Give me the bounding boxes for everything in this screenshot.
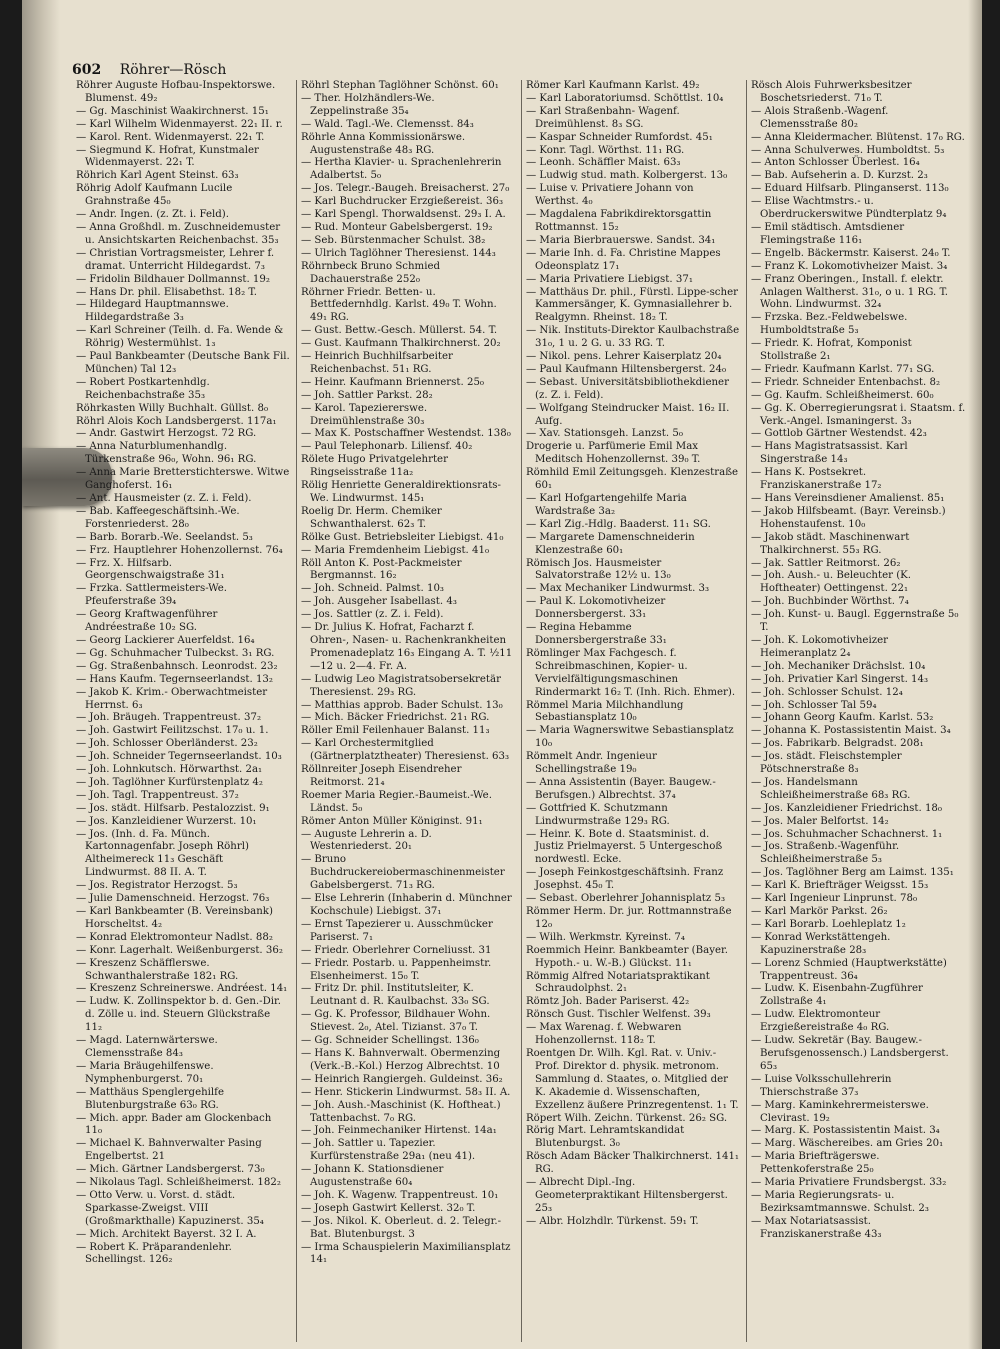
directory-entry: — Karl Wilhelm Widenmayerst. 22₁ II. r.: [76, 118, 283, 130]
directory-entry: — Maria Regierungsrats- u. Bezirksamtmannswe. Schulst. 2₃: [751, 1189, 929, 1214]
directory-entry: — Jos. Handelsmann Schleißheimerstraße 68₃ RG.: [751, 776, 911, 801]
directory-entry: Roelig Dr. Herm. Chemiker Schwanthalerst. 62₃ T.: [301, 505, 442, 530]
directory-entry: — Anna Marie Bretterstichterswe. Witwe Ganghoferst. 16₁: [76, 467, 290, 492]
directory-entry: — Ludw. K. Eisenbahn-Zugführer Zollstraße 4₁: [751, 983, 923, 1008]
directory-entry: — Hans Magistratsassist. Karl Singerstraße 14₃: [751, 441, 908, 466]
directory-entry: — Christian Vortragsmeister, Lehrer f. dramat. Unterricht Hildegardst. 7₃: [76, 247, 275, 272]
directory-entry: — Else Lehrerin (Inhaberin d. Münchner Kochschule) Liebigst. 37₁: [301, 893, 512, 917]
directory-entry: — Joh. Gastwirt Feilitzschst. 17₀ u. 1.: [76, 725, 269, 737]
directory-entry: — Karl Orchestermitglied (Gärtnerplatztheater) Theresienst. 63₃: [301, 738, 510, 763]
directory-entry: — Anna Großhdl. m. Zuschneidemuster u. Ansichtskarten Reichenbachst. 35₃: [76, 221, 281, 246]
directory-entry: — Karl Buchdrucker Erzgießereist. 36₃: [301, 196, 504, 208]
directory-entry: — Matthäus Spenglergehilfe Blutenburgstraße 63₀ RG.: [76, 1086, 224, 1111]
directory-entry: Römlinger Max Fachgesch. f. Schreibmaschinen, Kopier- u. Vervielfältigungsmaschinen Rindermarkt 16₂ T. (Inh. Rich. Ehmer).: [526, 647, 736, 698]
directory-entry: — Friedr. Schneider Entenbachst. 8₂: [751, 376, 941, 388]
directory-entry: — Bab. Aufseherin a. D. Kurzst. 2₃: [751, 170, 928, 182]
directory-entry: — Karl Spengl. Thorwaldsenst. 29₃ I. A.: [301, 209, 506, 221]
directory-entry: — Karl Straßenbahn- Wagenf. Dreimühlenst. 8₃ SG.: [526, 105, 680, 130]
directory-entry: — Konr. Lagerhalt. Weißenburgerst. 36₂: [76, 944, 283, 956]
directory-entry: — Joh. Lohnkutsch. Hörwarthst. 2a₁: [76, 764, 263, 776]
directory-entry: — Andr. Ingen. (z. Zt. i. Feld).: [76, 209, 229, 221]
directory-entry: Röhrich Karl Agent Steinst. 63₃: [76, 170, 239, 182]
directory-entry: — Joh. Buchbinder Wörthst. 7₄: [751, 596, 909, 608]
directory-entry: — Otto Verw. u. Vorst. d. städt. Sparkasse-Zweigst. VIII (Großmarkthalle) Kapuzinerst. 35₄: [76, 1189, 264, 1227]
directory-entry: — Bruno Buchdruckereiobermaschinenmeister Gabelsbergerst. 71₃ RG.: [301, 854, 505, 892]
directory-entry: — Paul Bankbeamter (Deutsche Bank Fil. München) Tal 12₃: [76, 351, 290, 375]
directory-entry: — Karl Zig.-Hdlg. Baaderst. 11₁ SG.: [526, 518, 711, 530]
directory-entry: — Joh. Privatier Karl Singerst. 14₃: [751, 673, 929, 685]
directory-entry: — Nik. Instituts-Direktor Kaulbachstraße 31₀, 1 u. 2 G. u. 33 RG. T.: [526, 325, 740, 350]
directory-entry: — Michael K. Bahnverwalter Pasing Engelbertst. 21: [76, 1138, 262, 1163]
directory-entry: Rörig Mart. Lehramtskandidat Blutenburgst. 3₀: [526, 1125, 685, 1150]
directory-entry: — Wald. Tagl.-We. Clemensst. 84₃: [301, 118, 474, 130]
directory-entry: — Karol. Rent. Widenmayerst. 22₁ T.: [76, 131, 265, 143]
directory-entry: — Gg. Maschinist Waakirchnerst. 15₁: [76, 105, 269, 117]
directory-entry: — Lorenz Schmied (Hauptwerkstätte) Trappentreust. 36₄: [751, 957, 947, 982]
directory-entry: — Auguste Lehrerin a. D. Westenriederst. 20₁: [301, 828, 432, 853]
directory-entry: — Joh. Schneider Tegernseerlandst. 10₃: [76, 751, 282, 763]
directory-entry: — Frz. Hauptlehrer Hohenzollernst. 76₄: [76, 544, 283, 556]
directory-entry: — Hans Vereinsdiener Amalienst. 85₁: [751, 493, 945, 504]
directory-entry: — Joseph Gastwirt Kellerst. 32₀ T.: [301, 1202, 476, 1214]
directory-entry: — Joh. Schlosser Oberländerst. 23₂: [76, 738, 258, 750]
directory-entry: — Joh. Aush.-Maschinist (K. Hoftheat.) Tattenbachst. 7₀ RG.: [301, 1099, 501, 1124]
directory-entry: — Alois Straßenb.-Wagenf. Clemensstraße 80₂: [751, 105, 889, 130]
directory-entry: — Ludw. Elektromonteur Erzgießereistraße 4₀ RG.: [751, 1009, 890, 1034]
directory-entry: — Joh. Sattler u. Tapezier. Kurfürstenstraße 29a₁ (neu 41).: [301, 1138, 476, 1163]
directory-entry: — Joh. K. Lokomotivheizer Heimeranplatz 2₄: [751, 634, 888, 659]
directory-entry: — Hans K. Bahnverwalt. Obermenzing (Verk.-B.-Kol.) Herzog Albrechtst. 10: [301, 1047, 501, 1072]
directory-entry: — Leonh. Schäffler Maist. 63₃: [526, 157, 681, 169]
directory-entry: — Max Notariatsassist. Franziskanerstraße 43₃: [751, 1215, 882, 1240]
directory-entry: — Maria Bierbrauerswe. Sandst. 34₁: [526, 234, 716, 246]
directory-entry: — Heinr. Kaufmann Briennerst. 25₀: [301, 376, 485, 388]
directory-entry: — Jos. Registrator Herzogst. 5₃: [76, 880, 238, 892]
directory-entry: — Hans Kaufm. Tegernseerlandst. 13₂: [76, 673, 273, 685]
directory-columns: [72, 80, 972, 1342]
directory-entry: — Maria Bräugehilfenswe. Nymphenburgerst. 70₁: [76, 1060, 214, 1085]
directory-entry: — Friedr. Postarb. u. Pappenheimstr. Elsenheimerst. 15₀ T.: [301, 957, 492, 982]
directory-entry: — Nikolaus Tagl. Schleißheimerst. 182₂: [76, 1177, 281, 1189]
directory-entry: Römmig Alfred Notariatspraktikant Schraudolphst. 2₁: [526, 970, 710, 995]
directory-entry: — Jos. Kanzleidiener Friedrichst. 18₀: [751, 802, 943, 814]
directory-entry: — Jos. (Inh. d. Fa. Münch. Kartonnagenfabr. Joseph Röhrl) Altheimereck 11₃ Geschäft Lindwurmst. 88 II. A. T.: [76, 828, 249, 879]
directory-entry: — Mich. Bäcker Friedrichst. 21₁ RG.: [301, 712, 490, 724]
directory-entry: Römisch Jos. Hausmeister Salvatorstraße 12½ u. 13₀: [526, 557, 671, 582]
directory-entry: Roentgen Dr. Wilh. Kgl. Rat. v. Univ.-Prof. Direktor d. physik. metronom. Sammlung d. Staates, o. Mitglied der K. Akademie d. Wissenschaften, Exzellenz äußere Prinzregentenst. 1₁ T.: [526, 1047, 739, 1111]
directory-entry: — Anna Schulverwes. Humboldtst. 5₃: [751, 144, 945, 156]
directory-entry: — Konrad Werkstättengeh. Kapuzinerstraße 28₃: [751, 931, 891, 956]
directory-entry: — Paul Kaufmann Hiltensbergerst. 24₀: [526, 363, 727, 375]
page-header: [72, 62, 226, 80]
directory-entry: Rösch Alois Fuhrwerksbesitzer Boschetsriederst. 71₀ T.: [751, 80, 912, 104]
directory-entry: — Friedr. Kaufmann Karlst. 77₁ SG.: [751, 363, 935, 375]
directory-entry: — Mich. appr. Bader am Glockenbach 11₀: [76, 1112, 272, 1137]
directory-entry: — Karl K. Briefträger Weigsst. 15₃: [751, 880, 929, 892]
directory-entry: — Joh. Schlosser Schulst. 12₄: [751, 686, 903, 698]
directory-entry: — Friedr. K. Hofrat, Komponist Stollstraße 2₁: [751, 338, 912, 363]
directory-entry: — Marg. Wäschereibes. am Gries 20₁: [751, 1138, 944, 1150]
directory-entry: Röhrkasten Willy Buchhalt. Güllst. 8₀: [76, 402, 269, 414]
directory-entry: — Jos. Sattler (z. Z. i. Feld).: [301, 609, 444, 621]
directory-entry: — Kreszenz Schreinerswe. Andréest. 14₁: [76, 983, 288, 995]
directory-entry: — Johann Georg Kaufm. Karlst. 53₂: [751, 712, 934, 724]
directory-entry: — Marg. Kaminkehrermeisterswe. Clevirast. 19₂: [751, 1099, 929, 1124]
directory-entry: — Magd. Laternwärterswe. Clemensstraße 84₃: [76, 1035, 218, 1059]
directory-entry: — Henr. Stickerin Lindwurmst. 58₃ II. A.: [301, 1086, 511, 1098]
directory-entry: Röhrl Stephan Taglöhner Schönst. 60₁: [301, 80, 499, 91]
directory-entry: — Ludw. Sekretär (Bay. Baugew.-Berufsgenossensch.) Landsbergerst. 65₃: [751, 1035, 949, 1072]
directory-entry: — Bab. Kaffeegeschäftsinh.-We. Forstenriederst. 28₀: [76, 505, 240, 530]
directory-entry: — Luise Volksschullehrerin Thierschstraße 37₃: [751, 1073, 892, 1098]
directory-entry: — Sebast. Universitätsbibliothekdiener (z. Z. i. Feld).: [526, 376, 729, 401]
directory-entry: — Elise Wachtmstrs.- u. Oberdruckerswitwe Pündterplatz 9₄: [751, 196, 947, 221]
directory-entry: — Frz. X. Hilfsarb. Georgenschwaigstraße 31₁: [76, 557, 225, 582]
directory-entry: — Hans K. Postsekret. Franziskanerstraße 17₂: [751, 467, 882, 492]
directory-entry: — Robert Postkartenhdlg. Reichenbachstraße 35₃: [76, 376, 210, 401]
directory-entry: Römer Anton Müller Königinst. 91₁: [301, 815, 483, 827]
directory-entry: — Joh. Schneid. Palmst. 10₃: [301, 583, 445, 595]
directory-entry: — Frzka. Sattlermeisters-We. Pfeuferstraße 39₄: [76, 583, 228, 608]
directory-entry: — Joh. Ausgeher Isabellast. 4₃: [301, 596, 457, 608]
directory-entry: — Albr. Holzhdlr. Türkenst. 59₁ T.: [526, 1215, 699, 1227]
directory-entry: — Karol. Tapeziererswe. Dreimühlenstraße 30₃: [301, 402, 428, 427]
directory-entry: Römmer Herm. Dr. jur. Rottmannstraße 12₀: [526, 906, 732, 930]
directory-entry: — Marie Inh. d. Fa. Christine Mappes Odeonsplatz 17₁: [526, 247, 721, 272]
directory-entry: — Jakob städt. Maschinenwart Thalkirchnerst. 55₃ RG.: [751, 531, 910, 556]
directory-entry: — Sebast. Oberlehrer Johannisplatz 5₃: [526, 893, 726, 905]
directory-entry: Röllnreiter Joseph Eisendreher Reitmorst. 21₄: [301, 764, 462, 788]
directory-entry: — Hertha Klavier- u. Sprachenlehrerin Adalbertst. 5₀: [301, 157, 502, 182]
directory-entry: — Joh. Tagl. Trappentreust. 37₂: [76, 789, 239, 801]
directory-entry: — Robert K. Präparandenlehr. Schellingst. 126₂: [76, 1241, 232, 1266]
directory-entry: — Gg. K. Oberregierungsrat i. Staatsm. f. Verk.-Angel. Ismaningerst. 3₃: [751, 402, 966, 427]
directory-entry: — Jos. Maler Belfortst. 14₂: [751, 815, 889, 827]
directory-entry: — Johanna K. Postassistentin Maist. 3₄: [751, 725, 951, 737]
directory-entry: — Dr. Julius K. Hofrat, Facharzt f. Ohren-, Nasen- u. Rachenkrankheiten Promenadeplatz 16₃ Eingang A. T. ½11—12 u. 2—4. Fr. A.: [301, 622, 513, 672]
directory-entry: — Andr. Gastwirt Herzogst. 72 RG.: [76, 428, 257, 440]
directory-entry: — Jakob K. Krim.- Oberwachtmeister Herrnst. 6₃: [76, 686, 268, 711]
column-3: [522, 80, 747, 1342]
directory-entry: — Paul K. Lokomotivheizer Donnersbergerst. 33₁: [526, 596, 666, 621]
directory-entry: — Magdalena Fabrikdirektorsgattin Rottmannst. 15₂: [526, 209, 712, 233]
directory-entry: — Frzska. Bez.-Feldwebelswe. Humboldtstraße 5₃: [751, 312, 908, 337]
directory-entry: Röll Anton K. Post-Packmeister Bergmannst. 16₂: [301, 557, 462, 582]
directory-entry: — Gust. Bettw.-Gesch. Müllerst. 54. T.: [301, 325, 498, 337]
column-1: [72, 80, 297, 1342]
directory-entry: — Joseph Feinkostgeschäftsinh. Franz Josephst. 45₀ T.: [526, 867, 724, 892]
directory-entry: — Ulrich Taglöhner Theresienst. 144₃: [301, 247, 496, 259]
directory-entry: — Irma Schauspielerin Maximiliansplatz 14₁: [301, 1241, 511, 1266]
directory-entry: — Konrad Elektromonteur Nadlst. 88₂: [76, 931, 273, 943]
directory-entry: — Karl Schreiner (Teilh. d. Fa. Wende & Röhrig) Westermühlst. 1₃: [76, 325, 284, 350]
directory-entry: — Karl Laboratoriumsd. Schöttlst. 10₄: [526, 92, 724, 104]
directory-entry: — Gust. Kaufmann Thalkirchnerst. 20₂: [301, 338, 501, 350]
directory-entry: — Max K. Postschaffner Westendst. 138₀: [301, 428, 511, 440]
directory-entry: — Gg. Straßenbahnsch. Leonrodst. 23₂: [76, 660, 278, 672]
directory-entry: — Joh. K. Wagenw. Trappentreust. 10₁: [301, 1189, 499, 1201]
directory-entry: — Joh. Aush.- u. Beleuchter (K. Hoftheater) Oettingenst. 22₁: [751, 570, 912, 595]
directory-entry: — Eduard Hilfsarb. Plinganserst. 113₀: [751, 183, 949, 195]
directory-entry: — Maria Wagnerswitwe Sebastiansplatz 10₀: [526, 725, 734, 750]
directory-entry: — Maria Fremdenheim Liebigst. 41₀: [301, 544, 490, 556]
directory-entry: — Jak. Sattler Reitmorst. 26₂: [751, 557, 901, 569]
directory-entry: Rölete Hugo Privatgelehrter Ringseisstraße 11a₂: [301, 454, 448, 479]
directory-entry: Röhrer Auguste Hofbau-Inspektorswe. Blumenst. 49₂: [76, 80, 276, 104]
directory-entry: Rölke Gust. Betriebsleiter Liebigst. 41₀: [301, 531, 504, 543]
directory-entry: — Fritz Dr. phil. Institutsleiter, K. Leutnant d. R. Kaulbachst. 33₀ SG.: [301, 983, 490, 1008]
directory-entry: — Max Warenag. f. Webwaren Hohenzollernst. 118₂ T.: [526, 1022, 682, 1047]
directory-entry: — Wolfgang Steindrucker Maist. 16₂ II. Aufg.: [526, 402, 730, 427]
directory-entry: — Franz K. Lokomotivheizer Maist. 3₄: [751, 260, 948, 272]
directory-entry: — Anna Naturblumenhandlg. Türkenstraße 96₀, Wohn. 96₁ RG.: [76, 441, 257, 466]
directory-entry: — Jos. Kanzleidiener Wurzerst. 10₁: [76, 815, 257, 827]
directory-entry: — Anton Schlosser Überlest. 16₄: [751, 157, 920, 169]
directory-entry: — Nikol. pens. Lehrer Kaiserplatz 20₄: [526, 351, 722, 363]
directory-entry: — Anna Kleidermacher. Blütenst. 17₀ RG.: [751, 131, 965, 143]
directory-entry: — Gottfried K. Schutzmann Lindwurmstraße 129₃ RG.: [526, 802, 670, 827]
directory-entry: — Ludwig stud. math. Kolbergerst. 13₀: [526, 170, 728, 182]
directory-entry: Roemmich Heinr. Bankbeamter (Bayer. Hypoth.- u. W.-B.) Glückst. 11₁: [526, 944, 728, 969]
directory-entry: — Wilh. Werkmstr. Kyreinst. 7₄: [526, 931, 685, 943]
directory-entry: Römtz Joh. Bader Pariserst. 42₂: [526, 996, 690, 1008]
directory-entry: — Max Mechaniker Lindwurmst. 3₃: [526, 583, 710, 595]
directory-entry: — Maria Briefträgerswe. Pettenkoferstraße 25₀: [751, 1151, 880, 1176]
directory-entry: — Gg. Schneider Schellingst. 136₀: [301, 1035, 479, 1047]
directory-entry: — Ernst Tapezierer u. Ausschmücker Pariserst. 7₁: [301, 918, 493, 943]
directory-entry: Römmelt Andr. Ingenieur Schellingstraße 19₀: [526, 751, 657, 776]
directory-entry: — Johann K. Stationsdiener Augustenstraße 60₄: [301, 1164, 444, 1189]
directory-entry: — Hans Dr. phil. Elisabethst. 18₂ T.: [76, 286, 257, 298]
directory-entry: Rönsch Gust. Tischler Welfenst. 39₃: [526, 1009, 711, 1021]
directory-entry: — Konr. Tagl. Wörthst. 11₁ RG.: [526, 144, 685, 156]
running-head: Röhrer—Rösch: [119, 62, 227, 78]
directory-entry: Römhild Emil Zeitungsgeh. Klenzestraße 60₁: [526, 467, 739, 492]
directory-entry: — Jos. städt. Fleischstempler Pötschnerstraße 8₃: [751, 751, 902, 776]
directory-entry: — Joh. Sattler Parkst. 28₂: [301, 389, 433, 401]
directory-entry: — Ther. Holzhändlers-We. Zeppelinstraße 35₄: [301, 92, 435, 117]
directory-entry: — Karl Markör Parkst. 26₂: [751, 906, 888, 917]
directory-entry: — Maria Privatiere Liebigst. 37₁: [526, 273, 693, 285]
directory-entry: — Heinr. K. Bote d. Staatsminist. d. Justiz Prielmayerst. 5 Untergeschoß nordwestl. Ecke.: [526, 828, 723, 866]
directory-entry: — Regina Hebamme Donnersbergerstraße 33₁: [526, 622, 667, 646]
directory-entry: — Fridolin Bildhauer Dollmannst. 19₂: [76, 273, 270, 285]
directory-entry: — Matthias approb. Bader Schulst. 13₀: [301, 699, 503, 711]
directory-entry: — Kaspar Schneider Rumfordst. 45₁: [526, 131, 713, 143]
directory-entry: — Gg. Schuhmacher Tulbeckst. 3₁ RG.: [76, 647, 275, 659]
directory-page: [22, 0, 982, 1349]
directory-entry: — Jos. Fabrikarb. Belgradst. 208₁: [751, 738, 924, 750]
directory-entry: — Jos. Telegr.-Baugeh. Breisacherst. 27₀: [301, 183, 510, 195]
directory-entry: Rölig Henriette Generaldirektionsrats-We. Lindwurmst. 145₁: [301, 480, 501, 504]
directory-entry: — Mich. Architekt Bayerst. 32 I. A.: [76, 1228, 257, 1240]
directory-entry: — Anna Assistentin (Bayer. Baugew.-Berufsgen.) Albrechtst. 37₄: [526, 776, 716, 801]
directory-entry: — Ludwig Leo Magistratsobersekretär Theresienst. 29₃ RG.: [301, 673, 501, 698]
directory-entry: — Albrecht Dipl.-Ing. Geometerpraktikant Hiltensbergerst. 25₃: [526, 1177, 728, 1214]
directory-entry: — Hildegard Hauptmannswe. Hildegardstraße 3₃: [76, 299, 229, 324]
directory-entry: Römer Karl Kaufmann Karlst. 49₂: [526, 80, 700, 91]
directory-entry: — Georg Lackierer Auerfeldst. 16₄: [76, 634, 255, 646]
directory-entry: — Jos. Taglöhner Berg am Laimst. 135₁: [751, 867, 954, 879]
directory-entry: — Ludw. K. Zollinspektor b. d. Gen.-Dir. d. Zölle u. ind. Steuern Glückstraße 11₂: [76, 996, 282, 1034]
directory-entry: — Heinrich Buchhilfsarbeiter Reichenbachst. 51₁ RG.: [301, 351, 453, 375]
directory-entry: — Marg. K. Postassistentin Maist. 3₄: [751, 1125, 940, 1137]
directory-entry: — Friedr. Oberlehrer Corneliusst. 31: [301, 944, 492, 956]
column-2: [297, 80, 522, 1342]
directory-entry: — Seb. Bürstenmacher Schulst. 38₂: [301, 234, 486, 246]
page-number: 602: [72, 62, 102, 78]
directory-entry: — Franz Oberingen., Install. f. elektr. Anlagen Waltherst. 31₀, o u. 1 RG. T. Wohn. Lindwurmst. 32₄: [751, 273, 948, 311]
directory-entry: — Gg. Kaufm. Schleißheimerst. 60₀: [751, 389, 934, 401]
directory-entry: — Jos. Straßenb.-Wagenführ. Schleißheimerstraße 5₃: [751, 841, 900, 866]
directory-entry: — Joh. Kunst- u. Baugl. Eggernstraße 5₀ T.: [751, 609, 959, 634]
directory-entry: — Georg Kraftwagenführer Andréestraße 10₂ SG.: [76, 609, 218, 634]
directory-entry: — Barb. Borarb.-We. Seelandst. 5₃: [76, 531, 253, 543]
directory-entry: — Julie Damenschneid. Herzogst. 76₃: [76, 893, 270, 905]
directory-entry: — Jos. städt. Hilfsarb. Pestalozzist. 9₁: [76, 802, 270, 814]
directory-entry: Rösch Adam Bäcker Thalkirchnerst. 141₁ RG.: [526, 1151, 740, 1176]
directory-entry: — Siegmund K. Hofrat, Kunstmaler Widenmayerst. 22₁ T.: [76, 144, 259, 169]
directory-entry: — Margarete Damenschneiderin Klenzestraße 60₁: [526, 531, 695, 556]
directory-entry: — Paul Telephonarb. Liliensf. 40₂: [301, 441, 473, 453]
directory-entry: Roemer Maria Regier.-Baumeist.-We. Ländst. 5₀: [301, 789, 492, 814]
directory-entry: Röhrig Adolf Kaufmann Lucile Grahnstraße 45₀: [76, 183, 233, 208]
directory-entry: — Jakob Hilfsbeamt. (Bayr. Vereinsb.) Hohenstaufenst. 10₀: [751, 505, 946, 530]
directory-entry: — Gg. K. Professor, Bildhauer Wohn. Stievest. 2₀, Atel. Tizianst. 37₀ T.: [301, 1009, 491, 1034]
directory-entry: — Karl Bankbeamter (B. Vereinsbank) Horscheltst. 4₂: [76, 906, 273, 930]
binding-gutter: [22, 0, 60, 1349]
directory-entry: — Heinrich Rangiergeh. Guldeinst. 36₂: [301, 1073, 503, 1085]
directory-entry: — Joh. Schlosser Tal 59₄: [751, 699, 877, 711]
directory-entry: Röhrl Alois Koch Landsbergerst. 117a₁: [76, 415, 277, 427]
directory-entry: — Emil städtisch. Amtsdiener Flemingstraße 116₁: [751, 221, 905, 246]
directory-entry: — Engelb. Bäckermstr. Kaiserst. 24₀ T.: [751, 247, 951, 259]
directory-entry: — Karl Hofgartengehilfe Maria Wardstraße 3a₂: [526, 493, 687, 517]
directory-entry: — Karl Ingenieur Linprunst. 78₀: [751, 893, 918, 905]
directory-entry: — Rud. Monteur Gabelsbergerst. 19₂: [301, 221, 493, 233]
directory-entry: — Gottlob Gärtner Westendst. 42₃: [751, 428, 927, 440]
directory-entry: — Joh. Mechaniker Drächslst. 10₄: [751, 660, 926, 672]
directory-entry: Drogerie u. Parfümerie Emil Max Meditsch Hohenzollernst. 39₀ T.: [526, 441, 701, 466]
directory-entry: — Maria Privatiere Frundsbergst. 33₂: [751, 1177, 947, 1189]
directory-entry: — Kreszenz Schäfflerswe. Schwanthalerstraße 182₁ RG.: [76, 957, 239, 982]
directory-entry: — Mich. Gärtner Landsbergerst. 73₀: [76, 1164, 265, 1176]
directory-entry: Röhrle Anna Kommissionärswe. Augustenstraße 48₃ RG.: [301, 131, 466, 156]
directory-entry: Römmel Maria Milchhandlung Sebastiansplatz 10₀: [526, 699, 684, 724]
directory-entry: — Joh. Bräugeh. Trappentreust. 37₂: [76, 712, 262, 724]
directory-entry: — Jos. Schuhmacher Schachnerst. 1₁: [751, 828, 943, 840]
directory-entry: — Xav. Stationsgeh. Lanzst. 5₀: [526, 428, 683, 440]
directory-entry: Röhrner Friedr. Betten- u. Bettfedernhdlg. Karlst. 49₀ T. Wohn. 49₁ RG.: [301, 286, 497, 324]
directory-entry: — Joh. Feinmechaniker Hirtenst. 14a₁: [301, 1125, 497, 1137]
column-4: [747, 80, 972, 1342]
directory-entry: — Joh. Taglöhner Kurfürstenplatz 4₂: [76, 776, 263, 788]
directory-entry: — Ant. Hausmeister (z. Z. i. Feld).: [76, 493, 252, 504]
directory-entry: — Karl Borarb. Loehleplatz 1₂: [751, 918, 906, 930]
directory-entry: Röhrnbeck Bruno Schmied Dachauerstraße 252₀: [301, 260, 441, 285]
directory-entry: — Matthäus Dr. phil., Fürstl. Lippe-scher Kammersänger, K. Gymnasiallehrer b. Realgymn. Rheinst. 18₂ T.: [526, 286, 738, 324]
directory-entry: — Jos. Nikol. K. Oberleut. d. 2. Telegr.-Bat. Blutenburgst. 3: [301, 1215, 502, 1240]
directory-entry: — Luise v. Privatiere Johann von Werthst. 4₀: [526, 183, 694, 208]
directory-entry: Röpert Wilh. Zeichn. Türkenst. 26₂ SG.: [526, 1112, 728, 1124]
directory-entry: Röller Emil Feilenhauer Balanst. 11₃: [301, 725, 490, 737]
